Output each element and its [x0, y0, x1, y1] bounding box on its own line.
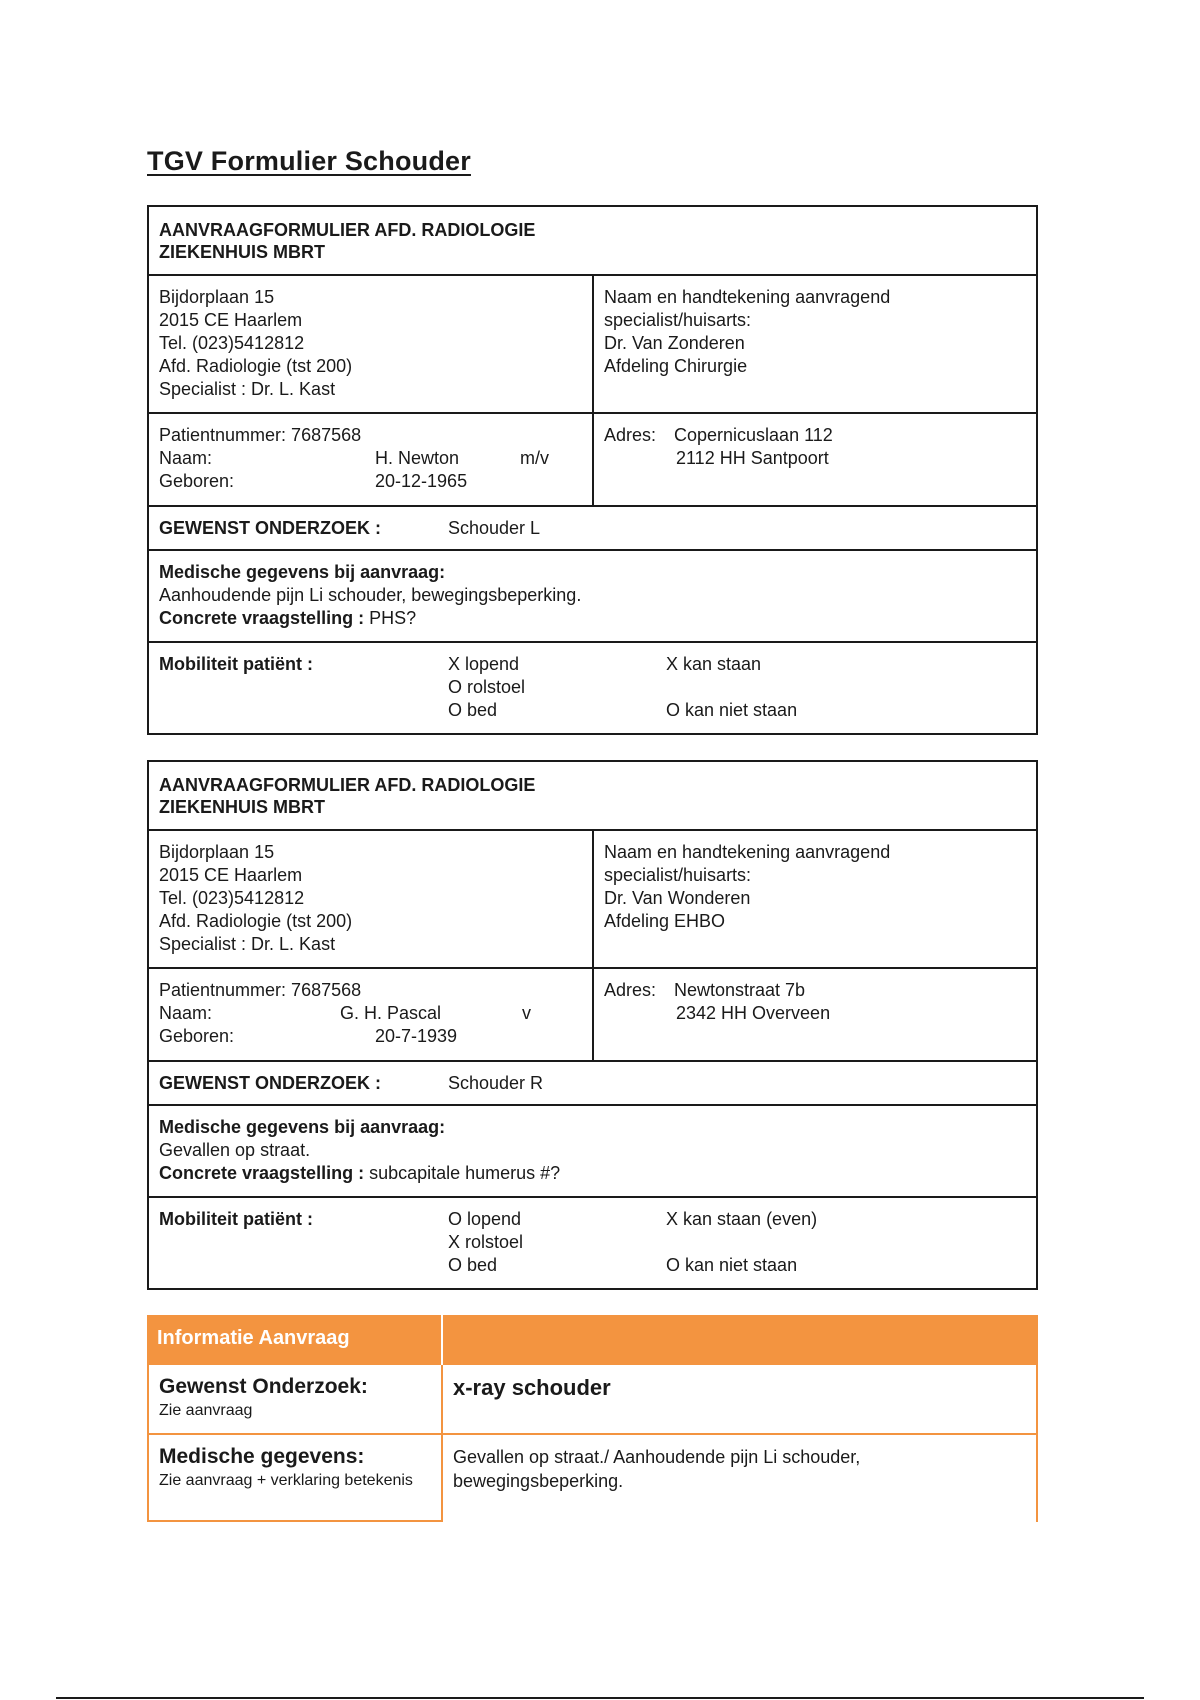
question-label: Concrete vraagstelling :	[159, 608, 365, 628]
exam-label: GEWENST ONDERZOEK :	[159, 1073, 382, 1093]
info-medical-value: Gevallen op straat./ Aanhoudende pijn Li schouder, bewegingsbeperking.	[453, 1447, 861, 1491]
patient-number: Patientnummer: 7687568	[159, 425, 362, 445]
medical-text: Aanhoudende pijn Li schouder, bewegingsbeperking.	[159, 585, 582, 605]
patient-name-label: Naam:	[159, 1003, 213, 1023]
medical-label: Medische gegevens bij aanvraag:	[159, 562, 446, 582]
question-value: subcapitale humerus #?	[364, 1163, 561, 1183]
mobility-cannot-stand: O kan niet staan	[666, 700, 798, 720]
patient-born: 20-7-1939	[375, 1026, 458, 1046]
medical-text: Gevallen op straat.	[159, 1140, 311, 1160]
question-value: PHS?	[364, 608, 417, 628]
form-header	[149, 207, 1036, 276]
patient-row	[149, 414, 1036, 507]
exam-row	[149, 1062, 1036, 1106]
hospital-specialist: Specialist : Dr. L. Kast	[159, 934, 336, 954]
info-medical-label-cell	[147, 1435, 443, 1522]
patient-born-label: Geboren:	[159, 471, 235, 491]
requester-department: Afdeling EHBO	[604, 911, 726, 931]
requester-label-1: Naam en handtekening aanvragend	[604, 842, 891, 862]
requester-department: Afdeling Chirurgie	[604, 356, 748, 376]
hospital-specialist: Specialist : Dr. L. Kast	[159, 379, 336, 399]
medical-label: Medische gegevens bij aanvraag:	[159, 1117, 446, 1137]
page-title: TGV Formulier Schouder	[147, 146, 471, 176]
exam-row	[149, 507, 1036, 551]
hospital-department: Afd. Radiologie (tst 200)	[159, 911, 353, 931]
form-header	[149, 762, 1036, 831]
address-street: Copernicuslaan 112	[674, 425, 833, 445]
mobility-label: Mobiliteit patiënt :	[159, 654, 313, 674]
info-exam-value: x-ray schouder	[453, 1375, 611, 1400]
mobility-bed: O bed	[448, 700, 498, 720]
mobility-can-stand: X kan staan (even)	[666, 1209, 818, 1229]
exam-value: Schouder L	[448, 518, 541, 538]
requester-info	[594, 831, 1036, 967]
hospital-info	[149, 831, 594, 967]
mobility-row	[149, 1198, 1036, 1288]
hospital-department: Afd. Radiologie (tst 200)	[159, 356, 353, 376]
address-label: Adres:	[604, 425, 657, 445]
patient-number: Patientnummer: 7687568	[159, 980, 362, 1000]
mobility-row	[149, 643, 1036, 733]
requester-label-2: specialist/huisarts:	[604, 310, 752, 330]
form-header-line-1: AANVRAAGFORMULIER AFD. RADIOLOGIE	[159, 775, 536, 795]
mobility-walking: X lopend	[448, 654, 520, 674]
requester-label-2: specialist/huisarts:	[604, 865, 752, 885]
patient-born-label: Geboren:	[159, 1026, 235, 1046]
mobility-label: Mobiliteit patiënt :	[159, 1209, 313, 1229]
hospital-address: Bijdorplaan 15	[159, 842, 275, 862]
info-exam-row	[147, 1365, 1038, 1435]
hospital-phone: Tel. (023)5412812	[159, 888, 305, 908]
address-label: Adres:	[604, 980, 657, 1000]
medical-row	[149, 551, 1036, 643]
question-label: Concrete vraagstelling :	[159, 1163, 365, 1183]
info-medical-hint: Zie aanvraag + verklaring betekenis	[159, 1472, 413, 1489]
request-form-1	[147, 205, 1038, 735]
contact-row	[149, 831, 1036, 969]
exam-value: Schouder R	[448, 1073, 544, 1093]
patient-born: 20-12-1965	[375, 471, 468, 491]
info-medical-label: Medische gegevens:	[159, 1445, 365, 1468]
info-medical-value-cell	[443, 1435, 1038, 1522]
patient-address	[594, 969, 1036, 1060]
form-header-line-2: ZIEKENHUIS MBRT	[159, 797, 325, 817]
address-city: 2112 HH Santpoort	[676, 448, 829, 468]
patient-row	[149, 969, 1036, 1062]
patient-sex: m/v	[520, 448, 549, 468]
address-city: 2342 HH Overveen	[676, 1003, 831, 1023]
patient-name-label: Naam:	[159, 448, 213, 468]
info-header: Informatie Aanvraag	[147, 1315, 443, 1365]
mobility-cannot-stand: O kan niet staan	[666, 1255, 798, 1275]
hospital-city: 2015 CE Haarlem	[159, 865, 303, 885]
requester-name: Dr. Van Wonderen	[604, 888, 751, 908]
mobility-bed: O bed	[448, 1255, 498, 1275]
question-line	[159, 1162, 1026, 1185]
mobility-can-stand: X kan staan	[666, 654, 762, 674]
question-line	[159, 607, 1026, 630]
mobility-walking: O lopend	[448, 1209, 522, 1229]
address-street: Newtonstraat 7b	[674, 980, 806, 1000]
patient-info	[149, 969, 594, 1060]
patient-name: G. H. Pascal	[340, 1003, 442, 1023]
hospital-info	[149, 276, 594, 412]
requester-info	[594, 276, 1036, 412]
patient-info	[149, 414, 594, 505]
patient-address	[594, 414, 1036, 505]
patient-name: H. Newton	[375, 448, 460, 468]
info-exam-hint: Zie aanvraag	[159, 1402, 253, 1419]
info-table	[147, 1315, 1038, 1522]
mobility-wheelchair: O rolstoel	[448, 677, 526, 697]
request-form-2	[147, 760, 1038, 1290]
requester-name: Dr. Van Zonderen	[604, 333, 745, 353]
medical-row	[149, 1106, 1036, 1198]
contact-row	[149, 276, 1036, 414]
info-medical-row	[147, 1435, 1038, 1522]
info-exam-label: Gewenst Onderzoek:	[159, 1375, 368, 1398]
form-header-line-2: ZIEKENHUIS MBRT	[159, 242, 325, 262]
requester-label-1: Naam en handtekening aanvragend	[604, 287, 891, 307]
mobility-wheelchair: X rolstoel	[448, 1232, 524, 1252]
hospital-city: 2015 CE Haarlem	[159, 310, 303, 330]
hospital-phone: Tel. (023)5412812	[159, 333, 305, 353]
footer-divider	[56, 1697, 1144, 1699]
form-header-line-1: AANVRAAGFORMULIER AFD. RADIOLOGIE	[159, 220, 536, 240]
patient-sex: v	[522, 1003, 531, 1023]
hospital-address: Bijdorplaan 15	[159, 287, 275, 307]
exam-label: GEWENST ONDERZOEK :	[159, 518, 382, 538]
info-exam-value-cell	[443, 1365, 1038, 1433]
info-exam-label-cell	[147, 1365, 443, 1433]
info-header-row	[147, 1315, 1038, 1365]
